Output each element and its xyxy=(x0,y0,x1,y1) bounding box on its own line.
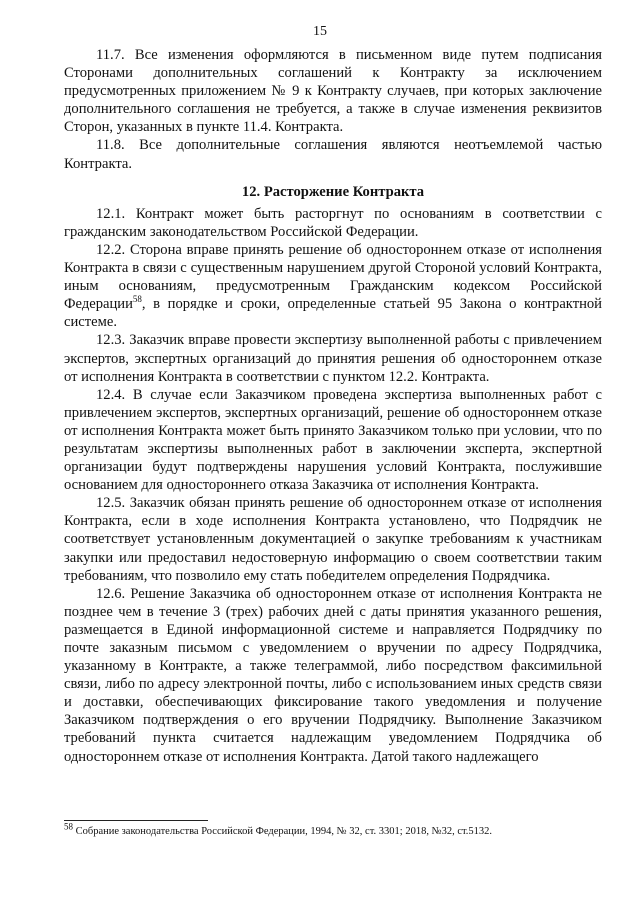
paragraph-12-4: 12.4. В случае если Заказчиком проведена экспертиза выполненных работ с привлечением экспертов, экспертных организаций, решение об одностороннем отказе от исполнения Контракта может быть принято Заказчиком только при условии, что по результатам экспертизы выполненных работ в заключении эксперта, экспертной организации будут подтверждены нарушения условий Контракта, послужившие основанием для одностороннего отказа Заказчика от исполнения Контракта. xyxy=(64,386,602,494)
footnote-divider xyxy=(64,820,208,821)
paragraph-12-2-text-end: , в порядке и сроки, определенные статьей 95 Закона о контрактной системе. xyxy=(64,296,602,331)
paragraph-11-7: 11.7. Все изменения оформляются в письменном виде путем подписания Сторонами дополнительных соглашений к Контракту за исключением предусмотренных приложением № 9 к Контракту случаев, при которых заключение дополнительного соглашения не требуется, а также в случае изменения реквизитов Сторон, указанных в пункте 11.4. Контракта. xyxy=(64,47,602,136)
footnote-text: Собрание законодательства Российской Федерации, 1994, № 32, ст. 3301; 2018, №32, ст.5132. xyxy=(73,826,493,837)
paragraph-12-2 xyxy=(64,241,602,331)
paragraph-12-3: 12.3. Заказчик вправе провести экспертизу выполненной работы с привлечением экспертов, экспертных организаций до принятия решения об одностороннем отказе от исполнения Контракта в соответствии с пунктом 12.2. Контракта. xyxy=(64,332,602,385)
paragraph-12-2-text: 12.2. Сторона вправе принять решение об одностороннем отказе от исполнения Контракта в связи с существенным нарушением другой Стороной условий Контракта, иным основаниям, предусмотренным Гражданским кодексом Российской Федерации xyxy=(64,241,602,313)
page-number: 15 xyxy=(313,24,327,39)
paragraph-12-6: 12.6. Решение Заказчика об одностороннем отказе от исполнения Контракта не позднее чем в течение 3 (трех) рабочих дней с даты принятия указанного решения, размещается в Единой информационной системе и направляется Подрядчику по почте заказным письмом с уведомлением о вручении по адресу Подрядчика, указанному в Контракте, а также телеграммой, либо посредством факсимильной связи, либо по адресу электронной почты, либо с использованием иных средств связи и доставки, обеспечивающих фиксирование такого уведомления и получение Заказчиком подтверждения о его вручении Подрядчику. Выполнение Заказчиком требований пункта считается надлежащим уведомлением Подрядчика об одностороннем отказе от исполнения Контракта. Датой такого надлежащего xyxy=(64,585,602,765)
footnote xyxy=(64,821,604,838)
section-heading: 12. Расторжение Контракта xyxy=(241,183,425,200)
paragraph-12-5: 12.5. Заказчик обязан принять решение об одностороннем отказе от исполнения Контракта, если в ходе исполнения Контракта установлено, что Подрядчик не соответствует установленным документацией о закупке требованиям к участникам закупки или предоставил недостоверную информацию о своем соответствии таким требованиям, что позволило ему стать победителем определения Подрядчика. xyxy=(64,495,602,584)
footnote-marker: 58 xyxy=(64,821,73,832)
document-body xyxy=(64,46,602,766)
paragraph-11-8: 11.8. Все дополнительные соглашения являются неотъемлемой частью Контракта. xyxy=(64,137,602,172)
footnote-reference: 58 xyxy=(132,294,142,305)
paragraph-12-1: 12.1. Контракт может быть расторгнут по основаниям в соответствии с гражданским законодательством Российской Федерации. xyxy=(64,205,602,240)
